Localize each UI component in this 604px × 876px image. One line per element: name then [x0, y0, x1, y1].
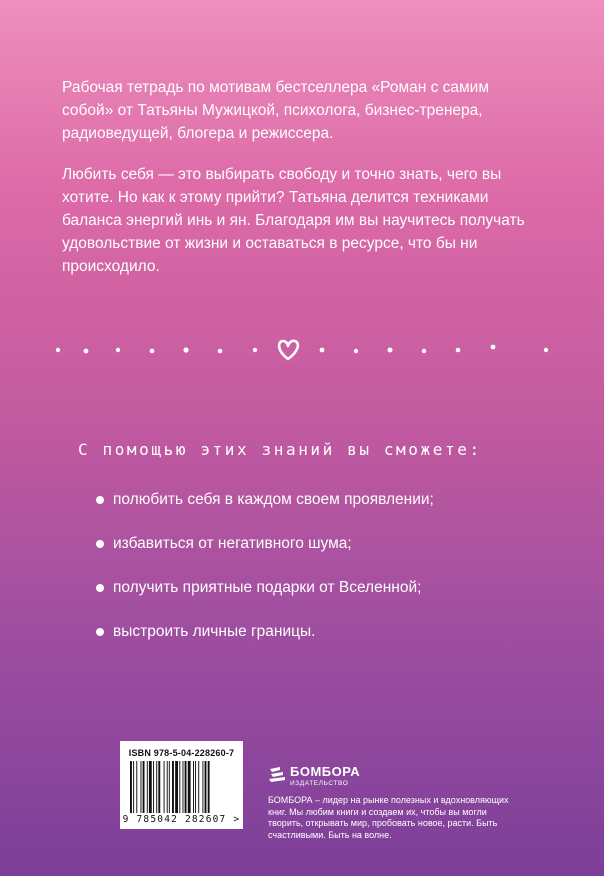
barcode-bar	[198, 761, 199, 813]
barcode-bar	[133, 761, 134, 813]
barcode-bar	[205, 761, 207, 813]
barcode-number: 9 785042 282607 >	[122, 814, 241, 825]
barcode-bar	[188, 761, 191, 813]
isbn-label: ISBN 978-5-04-228260-7	[128, 748, 235, 758]
heart-icon	[279, 341, 298, 359]
barcode-bar	[183, 761, 184, 813]
barcode-bar	[179, 761, 180, 813]
intro-paragraph-1: Рабочая тетрадь по мотивам бестселлера «Роман с самим собой» от Татьяны Мужицкой, психолога, бизнес-тренера, радиоведущей, блогера и режиссера.	[62, 79, 489, 142]
barcode-bar	[130, 761, 132, 813]
divider-dot	[388, 348, 393, 353]
benefits-list	[96, 488, 434, 664]
bullet-dot-icon	[96, 540, 104, 548]
divider-dot	[56, 348, 60, 352]
bullet-dot-icon	[96, 496, 104, 504]
barcode-bar	[136, 761, 137, 813]
barcode-bar	[167, 761, 168, 813]
isbn-barcode	[120, 741, 243, 829]
barcode-bar	[195, 761, 196, 813]
intro-paragraph-2: Любить себя — это выбирать свободу и точно знать, чего вы хотите. Но как к этому прийти? Татьяна делится техниками баланса энергий инь и ян. Благодаря им вы научитесь получать удовольствие от жизни и оставаться в ресурсе, что бы ни происходило.	[62, 166, 525, 275]
barcode-bar	[158, 761, 160, 813]
list-item-text: получить приятные подарки от Вселенной;	[113, 579, 422, 596]
barcode-bar	[153, 761, 154, 813]
divider-dot	[218, 349, 223, 354]
barcode-bar	[149, 761, 152, 813]
divider-dot	[116, 348, 120, 352]
divider-dot	[491, 345, 496, 350]
bullet-dot-icon	[96, 628, 104, 636]
list-item-text: избавиться от негативного шума;	[113, 535, 352, 552]
barcode-bar	[202, 761, 203, 813]
barcode-bar	[141, 761, 142, 813]
dotted-heart-divider	[50, 335, 554, 365]
divider-dot	[183, 347, 188, 352]
list-item-text: выстроить личные границы.	[113, 623, 316, 640]
divider-dot	[253, 348, 257, 352]
divider-dot	[354, 349, 358, 353]
list-item	[96, 532, 434, 576]
barcode-bar	[185, 761, 187, 813]
barcode-bar	[169, 761, 170, 813]
publisher-subtitle: ИЗДАТЕЛЬСТВО	[290, 780, 349, 787]
barcode-bar	[156, 761, 157, 813]
barcode-bar	[164, 761, 165, 813]
list-item	[96, 576, 434, 620]
barcode-bars	[129, 761, 234, 813]
divider-dot	[84, 349, 89, 354]
barcode-bar	[143, 761, 145, 813]
publisher-tagline: БОМБОРА – лидер на рынке полезных и вдохновляющих книг. Мы любим книги и создаем их, чтобы вы могли творить, открывать мир, пробовать новое, расти. Быть счастливыми. Быть на волне.	[268, 795, 509, 840]
list-item	[96, 488, 434, 532]
divider-dot	[150, 349, 155, 354]
divider-dot	[320, 348, 325, 353]
barcode-bar	[208, 761, 210, 813]
barcode-bar	[172, 761, 174, 813]
divider-dot	[422, 349, 426, 353]
bombora-logo-icon	[268, 765, 286, 785]
bullet-dot-icon	[96, 584, 104, 592]
barcode-bar	[193, 761, 194, 813]
barcode-bar	[175, 761, 178, 813]
publisher-name: БОМБОРА	[290, 764, 361, 779]
barcode-bar	[147, 761, 148, 813]
list-item-text: полюбить себя в каждом своем проявлении;	[113, 491, 434, 508]
divider-dot	[544, 348, 548, 352]
list-item	[96, 620, 434, 664]
benefits-heading: С помощью этих знаний вы сможете:	[78, 440, 482, 459]
divider-dot	[456, 348, 461, 353]
